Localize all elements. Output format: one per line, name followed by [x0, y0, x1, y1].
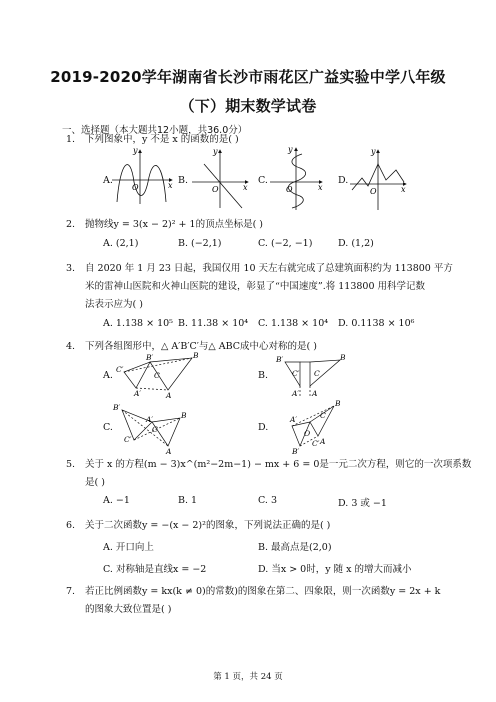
- vertex-label: B′: [292, 447, 300, 456]
- axis-label: x: [243, 183, 248, 192]
- question-text: 抛物线y = 3(x − 2)² + 1的顶点坐标是( ): [85, 219, 264, 230]
- option-label: C.: [258, 175, 268, 186]
- section-heading: 一、选择题（本大题共12小题，共36.0分）: [62, 125, 248, 136]
- page-footer: 第 1 页，共 24 页: [213, 672, 283, 682]
- option: A. −1: [103, 495, 130, 506]
- vertex-label: C′: [312, 439, 320, 448]
- option: B. 11.38 × 10⁴: [178, 318, 249, 329]
- question-text: 自 2020 年 1 月 23 日起，我国仅用 10 天左右就完成了总建筑面积约为 113800 平方: [85, 263, 453, 274]
- vertex-label: A: [166, 391, 172, 400]
- option: B. 1: [178, 495, 198, 506]
- option: A. 开口向上: [103, 542, 154, 553]
- option: D. (1,2): [338, 238, 374, 249]
- vertex-label: B: [181, 411, 187, 420]
- axis-label: y: [213, 147, 218, 156]
- question-number: 4.: [66, 341, 76, 352]
- axis-label: y: [133, 146, 138, 155]
- option-label: B.: [258, 370, 269, 381]
- question-text: 的图象大致位置是( ): [85, 604, 172, 615]
- vertex-label: C′: [292, 369, 300, 378]
- vertex-label: O: [304, 429, 311, 438]
- question-number: 7.: [66, 586, 76, 597]
- vertex-label: C: [320, 411, 326, 420]
- option: D. 0.1138 × 10⁶: [338, 318, 415, 329]
- vertex-label: A′: [146, 415, 154, 424]
- question-text: 关于 x 的方程(m − 3)x^(m²−2m−1) − mx + 6 = 0是一元二次方程，则它的一次项系数: [85, 459, 472, 470]
- question-number: 6.: [66, 520, 76, 531]
- vertex-label: B′: [276, 355, 284, 364]
- exam-title-line1: 2019-2020学年湖南省长沙市雨花区广益实验中学八年级: [50, 68, 446, 86]
- option: C. (−2, −1): [258, 238, 313, 249]
- vertex-label: B: [340, 353, 346, 362]
- graph-d: [350, 150, 406, 210]
- option-label: B.: [178, 175, 189, 186]
- vertex-label: C: [314, 369, 320, 378]
- vertex-label: A: [320, 437, 326, 446]
- axis-label: y: [371, 147, 376, 156]
- option: D. 当x > 0时，y 随 x 的增大而减小: [258, 564, 412, 575]
- question-text: 法表示应为( ): [85, 299, 143, 310]
- question-number: 5.: [66, 459, 76, 470]
- question-number: 3.: [66, 263, 76, 274]
- axis-label: x: [401, 185, 406, 194]
- option-label: C.: [103, 422, 113, 433]
- vertex-label: B′: [146, 353, 154, 362]
- axis-label: y: [288, 145, 293, 154]
- option: B. 最高点是(2,0): [258, 542, 332, 553]
- origin-label: O: [370, 187, 377, 196]
- vertex-label: A: [312, 389, 318, 398]
- question-text: 下列图象中，y 不是 x 的函数的是( ): [85, 134, 239, 145]
- graph-b: [192, 150, 248, 208]
- option: C. 对称轴是直线x = −2: [103, 564, 207, 575]
- vertex-label: B: [335, 399, 341, 408]
- graph-a: [112, 150, 172, 204]
- option: A. 1.138 × 10⁵: [103, 318, 173, 329]
- axis-label: x: [318, 183, 323, 192]
- vertex-label: B: [193, 351, 199, 360]
- q4-figures: [0, 350, 496, 460]
- option: D. 3 或 −1: [338, 498, 387, 509]
- vertex-label: A′: [292, 389, 300, 398]
- question-number: 1.: [66, 134, 76, 145]
- option: B. (−2,1): [178, 238, 222, 249]
- option: C. 3: [258, 495, 278, 506]
- axis-label: x: [168, 181, 173, 190]
- option: C. 1.138 × 10⁴: [258, 318, 329, 329]
- question-text: 下列各组图形中，△ A′B′C′与△ ABC成中心对称的是( ): [85, 341, 317, 352]
- graph-c: [270, 148, 322, 210]
- question-text: 米的雷神山医院和火神山医院的建设，彰显了“中国速度”.将 113800 用科学记数: [85, 281, 426, 292]
- vertex-label: A′: [290, 415, 298, 424]
- question-text: 是( ): [85, 477, 105, 488]
- question-text: 关于二次函数y = −(x − 2)²的图象，下列说法正确的是( ): [85, 520, 331, 531]
- q1-graphs: [0, 142, 496, 222]
- exam-title-line2: （下）期末数学试卷: [179, 97, 317, 115]
- question-number: 2.: [66, 219, 76, 230]
- vertex-label: A′: [134, 389, 142, 398]
- vertex-label: B′: [113, 403, 121, 412]
- vertex-label: C: [152, 425, 158, 434]
- vertex-label: C′: [124, 435, 132, 444]
- vertex-label: C′: [116, 365, 124, 374]
- option-label: D.: [258, 422, 269, 433]
- option-label: A.: [103, 175, 113, 186]
- vertex-label: A: [166, 447, 172, 456]
- option: A. (2,1): [103, 238, 139, 249]
- vertex-label: C: [154, 371, 160, 380]
- origin-label: O: [212, 185, 219, 194]
- option-label: A.: [103, 370, 113, 381]
- origin-label: O: [132, 183, 139, 192]
- option-label: D.: [338, 175, 349, 186]
- origin-label: O: [286, 185, 293, 194]
- question-text: 若正比例函数y = kx(k ≠ 0)的常数)的图象在第二、四象限，则一次函数y = 2x + k: [85, 586, 441, 597]
